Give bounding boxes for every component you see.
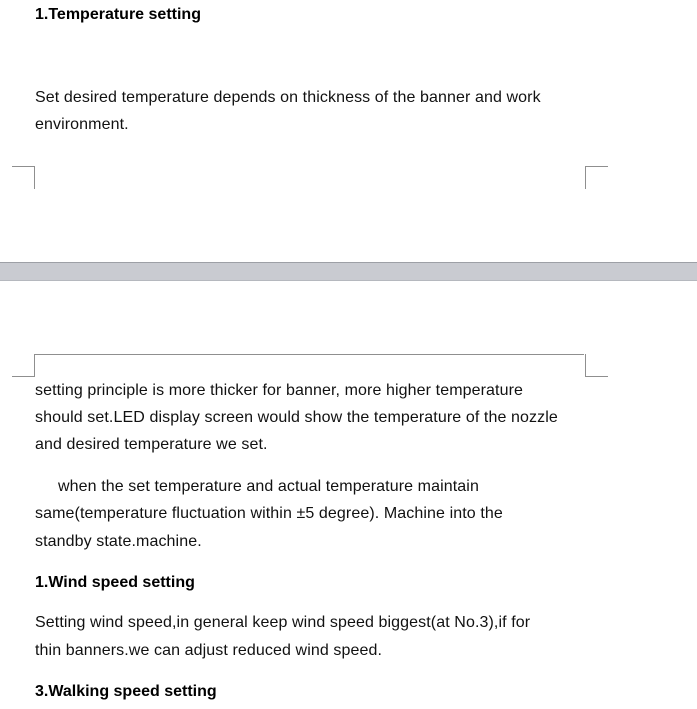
page-corner-mark-top-right (585, 354, 608, 377)
paragraph-line: Set desired temperature depends on thickness of the banner and work (35, 89, 541, 106)
paragraph-line: same(temperature fluctuation within ±5 degree). Machine into the (35, 505, 503, 522)
heading-walking-speed-setting: 3.Walking speed setting (35, 683, 217, 700)
paragraph-line: thin banners.we can adjust reduced wind speed. (35, 642, 383, 659)
heading-temperature-setting: 1.Temperature setting (35, 6, 201, 23)
page-corner-mark-bottom-right (585, 166, 608, 189)
paragraph-line: standby state.machine. (35, 533, 202, 550)
paragraph-line: environment. (35, 116, 129, 133)
paragraph-line: should set.LED display screen would show the temperature of the nozzle (35, 409, 558, 426)
paragraph-line: when the set temperature and actual temperature maintain (58, 478, 479, 495)
paragraph-line: and desired temperature we set. (35, 436, 268, 453)
page-corner-mark-top-left (12, 354, 35, 377)
heading-wind-speed-setting: 1.Wind speed setting (35, 574, 195, 591)
page-break-gap (0, 262, 697, 281)
header-boundary-line (35, 354, 584, 355)
paragraph-line: setting principle is more thicker for banner, more higher temperature (35, 382, 524, 399)
paragraph-line: Setting wind speed,in general keep wind speed biggest(at No.3),if for (35, 614, 531, 631)
page-corner-mark-bottom-left (12, 166, 35, 189)
